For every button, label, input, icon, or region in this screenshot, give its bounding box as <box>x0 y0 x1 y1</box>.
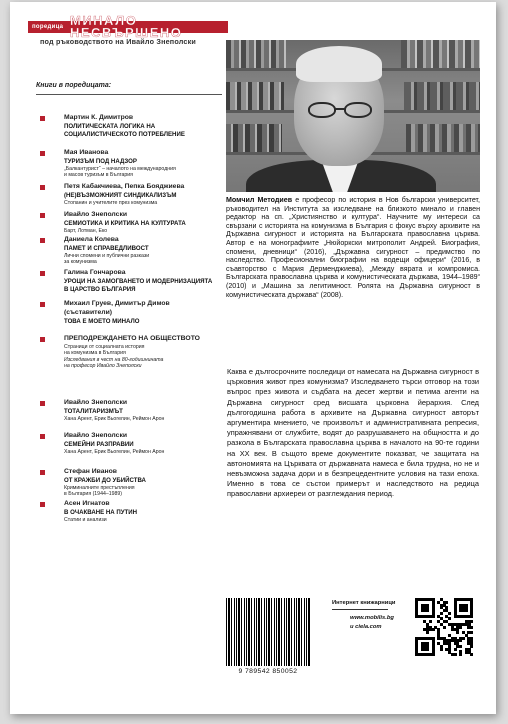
bullet-marker <box>40 213 45 218</box>
bookshelf-books <box>226 82 284 110</box>
bullet-marker <box>40 434 45 439</box>
book-author: Мартин К. Димитров <box>64 114 134 121</box>
book-subtitle: Хана Арент, Ерик Вьогелин, Реймон Арон <box>64 415 165 422</box>
book-author: Асен Игнатов <box>64 500 110 507</box>
book-title: (НЕ)ВЪЗМОЖНИЯТ СИНДИКАЛИЗЪМ <box>64 192 177 199</box>
book-subtitle: Криминалните престъпления <box>64 484 135 491</box>
book-title: ТОТАЛИТАРИЗМЪТ <box>64 408 123 415</box>
book-title: УРОЦИ НА ЗАМОГВАНЕТО И МОДЕРНИЗАЦИЯТА <box>64 278 213 285</box>
book-subtitle: и масов туризъм в България <box>64 171 133 178</box>
qr-module <box>440 612 443 615</box>
shops-divider <box>332 609 388 610</box>
lens-left <box>308 102 336 118</box>
bullet-marker <box>40 401 45 406</box>
book-title: ОТ КРАЖБИ ДО УБИЙСТВА <box>64 477 146 484</box>
book-author: (съставители) <box>64 309 113 316</box>
barcode-area <box>222 598 314 680</box>
book-author: Галина Гончарова <box>64 269 126 276</box>
author-bio <box>226 196 480 299</box>
qr-module <box>445 601 448 604</box>
book-subtitle: Стопанин и учителите през комунизма <box>64 199 158 206</box>
book-author: Ивайло Знеполски <box>64 432 128 439</box>
book-subtitle: Лични спомени и публични разкази <box>64 252 150 259</box>
qr-module <box>459 645 462 648</box>
bullet-marker <box>40 337 45 342</box>
books-heading: Книги в поредицата: <box>36 82 112 89</box>
book-title: ПОЛИТИЧЕСКАТА ЛОГИКА НА <box>64 123 156 130</box>
book-subtitle: Статии и анализи <box>64 516 107 523</box>
shop-link[interactable]: www.mobilis.bg <box>350 615 394 621</box>
book-title: СЕМИОТИКА И КРИТИКА НА КУЛТУРАТА <box>64 220 186 227</box>
author-bio-text: е професор по история в Нов български университет, ръководител на Института за изследване на близкото минало и главен редактор на сп. „Християнство и култура“. Научните му интереси са свързани с историята на комунизма в България с фокус върху архивите на Държавна сигурност и историята на Българската православна църква. Автор е на монографиите „Нюйоркски митрополит Андрей. Биография, спомени, дневници“ (2016), „Държавна сигурност – предимство по наследство. Професионални биографии на водещи офицери“ (2016, в съавторство с Мария Дерменджиева), „Между вярата и компромиса. Българската православна църква и комунистическата държава, 1944–1989“ (2010) и „Машина за легитимност. Ролята на Държавна сигурност в комунистическата държава“ (2008). <box>226 196 480 299</box>
qr-module <box>470 620 473 623</box>
series-editor: под ръководството на Ивайло Знеполски <box>40 37 197 46</box>
bookshelf-books <box>226 40 286 68</box>
qr-code[interactable] <box>415 598 473 656</box>
qr-module <box>426 631 429 634</box>
glasses-bridge <box>335 108 345 110</box>
book-subtitle: Хана Арент, Ерик Вьогелин, Реймон Арон <box>64 448 165 455</box>
book-note: на професор Ивайло Знеполски <box>64 363 142 370</box>
bookshelf-books <box>226 124 282 152</box>
qr-module <box>440 648 443 651</box>
book-note: Изследвания в чест на 80-годишнината <box>64 356 164 363</box>
lens-right <box>344 102 372 118</box>
qr-module <box>429 620 432 623</box>
qr-module <box>443 626 446 629</box>
series-header <box>10 10 220 46</box>
book-title: В ОЧАКВАНЕ НА ПУТИН <box>64 509 138 516</box>
qr-module <box>459 653 462 656</box>
book-author: Михаил Груев, Димитър Димов <box>64 300 170 307</box>
bullet-marker <box>40 116 45 121</box>
qr-module <box>470 631 473 634</box>
qr-module <box>454 653 457 656</box>
books-divider <box>36 94 222 95</box>
qr-module <box>465 609 468 612</box>
qr-module <box>462 637 465 640</box>
barcode <box>226 598 310 666</box>
book-author: Ивайло Знеполски <box>64 211 128 218</box>
isbn: 9 789542 850052 <box>238 668 298 675</box>
book-author: Стефан Иванов <box>64 468 117 475</box>
qr-module <box>470 626 473 629</box>
qr-module <box>448 612 451 615</box>
book-title: ПАМЕТ И СПРАВЕДЛИВОСТ <box>64 245 149 252</box>
qr-module <box>426 609 429 612</box>
book-subtitle: „Балкантурист“ – началото на международния <box>64 165 176 172</box>
qr-module <box>459 639 462 642</box>
shop-link[interactable]: и ciela.com <box>350 624 382 630</box>
series-name: МИНАЛО НЕСВЪРШЕНО <box>70 13 183 40</box>
back-cover <box>10 2 496 714</box>
book-subtitle: за комунизма <box>64 258 97 265</box>
book-abstract: Каква е дългосрочните последици от намесата на Държавна сигурност в църковния живот през комунизма? Изследването търси отговор на този въпрос през живота и съдбата на десет жертви и петима агенти на Държавна сигурност сред висшата църковна йерархия. След дългогодишна работа в архивите на Държавна сигурност авторът аргументира мнението, че произволът и административната репресия, упражнявани от службите, водят до разрушаването на общността и до разкола в Българската православна църква в началото на 90-те години на XX век. В същото време документите показват, че защитата на автономията на Църквата от държавната намеса е била трудна, но не и невъзможна задача дори и в безпрецедентните условия на тази епоха. Именно в това се състои примерът и наследството на редица православни архиереи от разглеждания период. <box>227 367 479 499</box>
book-subtitle: Страници от социалната история <box>64 344 145 350</box>
bookshelf-books <box>401 40 480 68</box>
qr-module <box>448 617 451 620</box>
bookshelf-books <box>404 82 480 110</box>
book-title: В ЦАРСТВО БЪЛГАРИЯ <box>64 285 136 293</box>
book-author: Ивайло Знеполски <box>64 399 128 406</box>
bullet-marker <box>40 302 45 307</box>
bullet-marker <box>40 271 45 276</box>
qr-module <box>470 653 473 656</box>
qr-module <box>432 615 435 618</box>
author-photo <box>226 40 480 192</box>
series-tag-label: поредица <box>32 24 64 30</box>
qr-module <box>456 631 459 634</box>
book-subtitle: на комунизма в България <box>64 350 126 357</box>
book-subtitle: Барт, Лотман, Еко <box>64 227 108 234</box>
shops-title: Интернет книжарници <box>332 600 396 606</box>
bullet-marker <box>40 470 45 475</box>
book-author: Даниела Колева <box>64 236 119 243</box>
book-author: Петя Кабакчиева, Пепка Бояджиева <box>64 183 185 190</box>
author-name: Момчил Методиев <box>226 196 293 204</box>
series-tag <box>28 13 228 40</box>
book-title: ТУРИЗЪМ ПОД НАДЗОР <box>64 158 137 165</box>
book-subtitle: в България (1944–1989) <box>64 490 122 497</box>
qr-module <box>459 626 462 629</box>
qr-module <box>426 648 429 651</box>
book-author: ПРЕПОДРЕЖДАНЕТО НА ОБЩЕСТВОТО <box>64 335 200 342</box>
bullet-marker <box>40 502 45 507</box>
book-title: СЕМЕЙНИ РАЗПРАВИИ <box>64 441 134 448</box>
bullet-marker <box>40 238 45 243</box>
bookshelf-books <box>406 124 480 152</box>
book-title: СОЦИАЛИСТИЧЕСКОТО ПОТРЕБЛЕНИЕ <box>64 130 185 138</box>
bullet-marker <box>40 151 45 156</box>
qr-module <box>470 645 473 648</box>
glasses <box>304 102 376 120</box>
author-hair <box>296 46 382 82</box>
qr-module <box>432 628 435 631</box>
qr-module <box>454 648 457 651</box>
qr-module <box>470 615 473 618</box>
qr-module <box>432 653 435 656</box>
bullet-marker <box>40 185 45 190</box>
book-author: Мая Иванова <box>64 149 109 156</box>
book-title: ТОВА Е МОЕТО МИНАЛО <box>64 318 140 325</box>
